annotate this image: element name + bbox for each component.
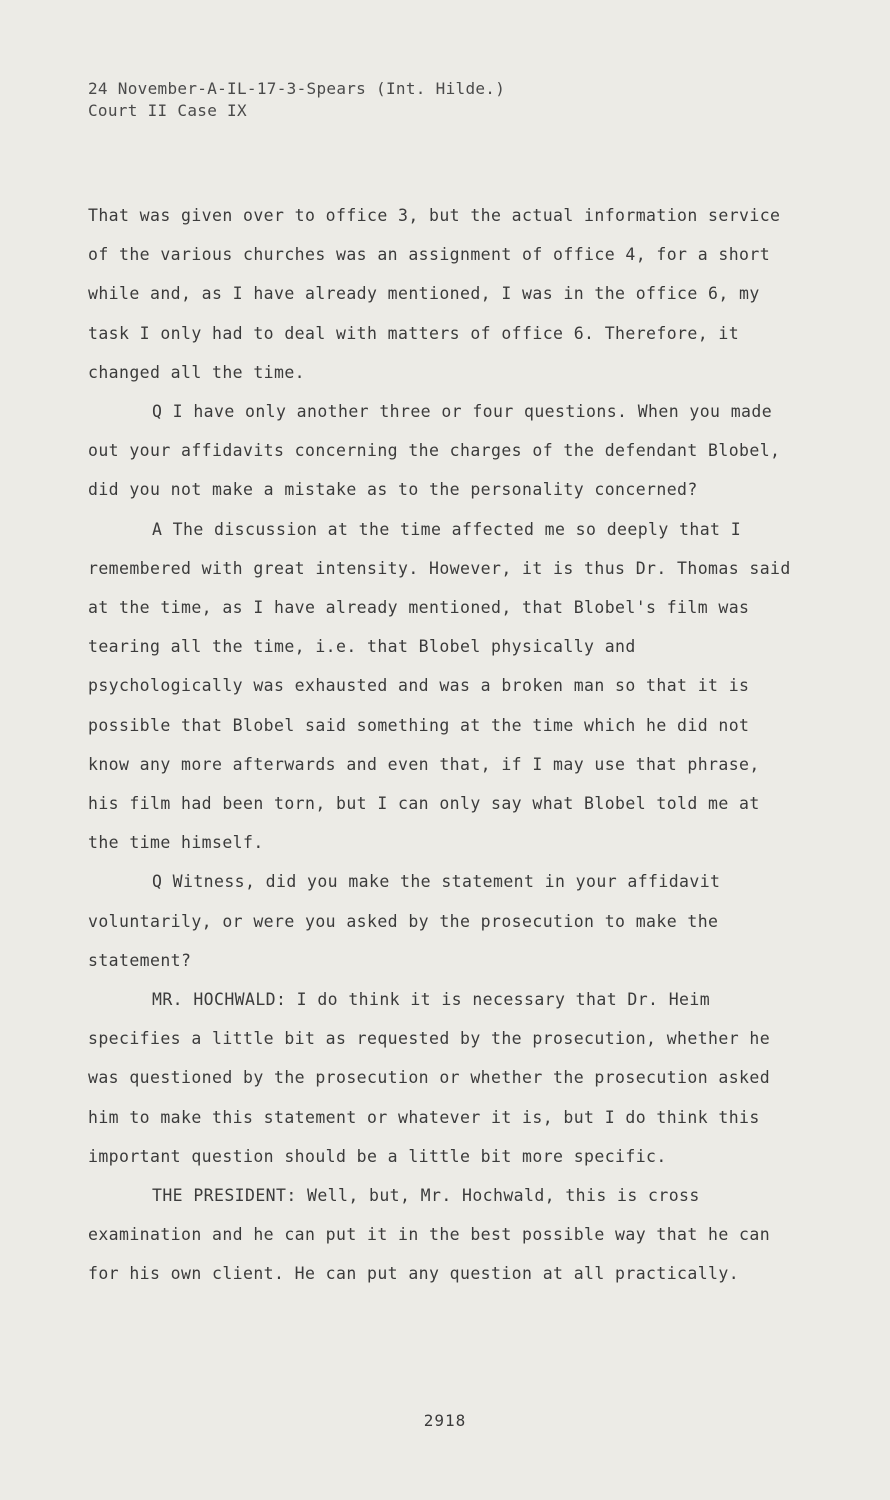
document-body	[88, 196, 798, 1294]
header-line-1: 24 November-A-IL-17-3-Spears (Int. Hilde.)	[88, 79, 506, 98]
paragraph: Q Witness, did you make the statement in your affidavit voluntarily, or were you asked by the prosecution to make the statement?	[88, 872, 721, 970]
paragraph: Q I have only another three or four questions. When you made out your affidavits concerning the charges of the defendant Blobel, did you not make a mistake as to the personality concerned?	[88, 402, 781, 500]
paragraph: A The discussion at the time affected me so deeply that I remembered with great intensity. However, it is thus Dr. Thomas said at the time, as I have already mentioned, that Blobel's film was tearing all the time, i.e. that Blobel physically and psychologically was exhausted and was a broken man so that it is possible that Blobel said something at the time which he did not know any more afterwards and even that, if I may use that phrase, his film had been torn, but I can only say what Blobel told me at the time himself.	[88, 519, 791, 853]
paragraph: That was given over to office 3, but the actual information service of the various churches was an assignment of office 4, for a short while and, as I have already mentioned, I was in the office 6, my task I only had to deal with matters of office 6. Therefore, it changed all the time.	[88, 206, 781, 382]
document-header	[88, 78, 505, 122]
header-line-2: Court II Case IX	[88, 101, 247, 120]
paragraph: THE PRESIDENT: Well, but, Mr. Hochwald, this is cross examination and he can put it in the best possible way that he can for his own client. He can put any question at all practically.	[88, 1186, 771, 1284]
paragraph: MR. HOCHWALD: I do think it is necessary that Dr. Heim specifies a little bit as requested by the prosecution, whether he was questioned by the prosecution or whether the prosecution asked him to make this statement or whatever it is, but I do think this important question should be a little bit more specific.	[88, 990, 771, 1166]
page-number: 2918	[423, 1411, 467, 1430]
